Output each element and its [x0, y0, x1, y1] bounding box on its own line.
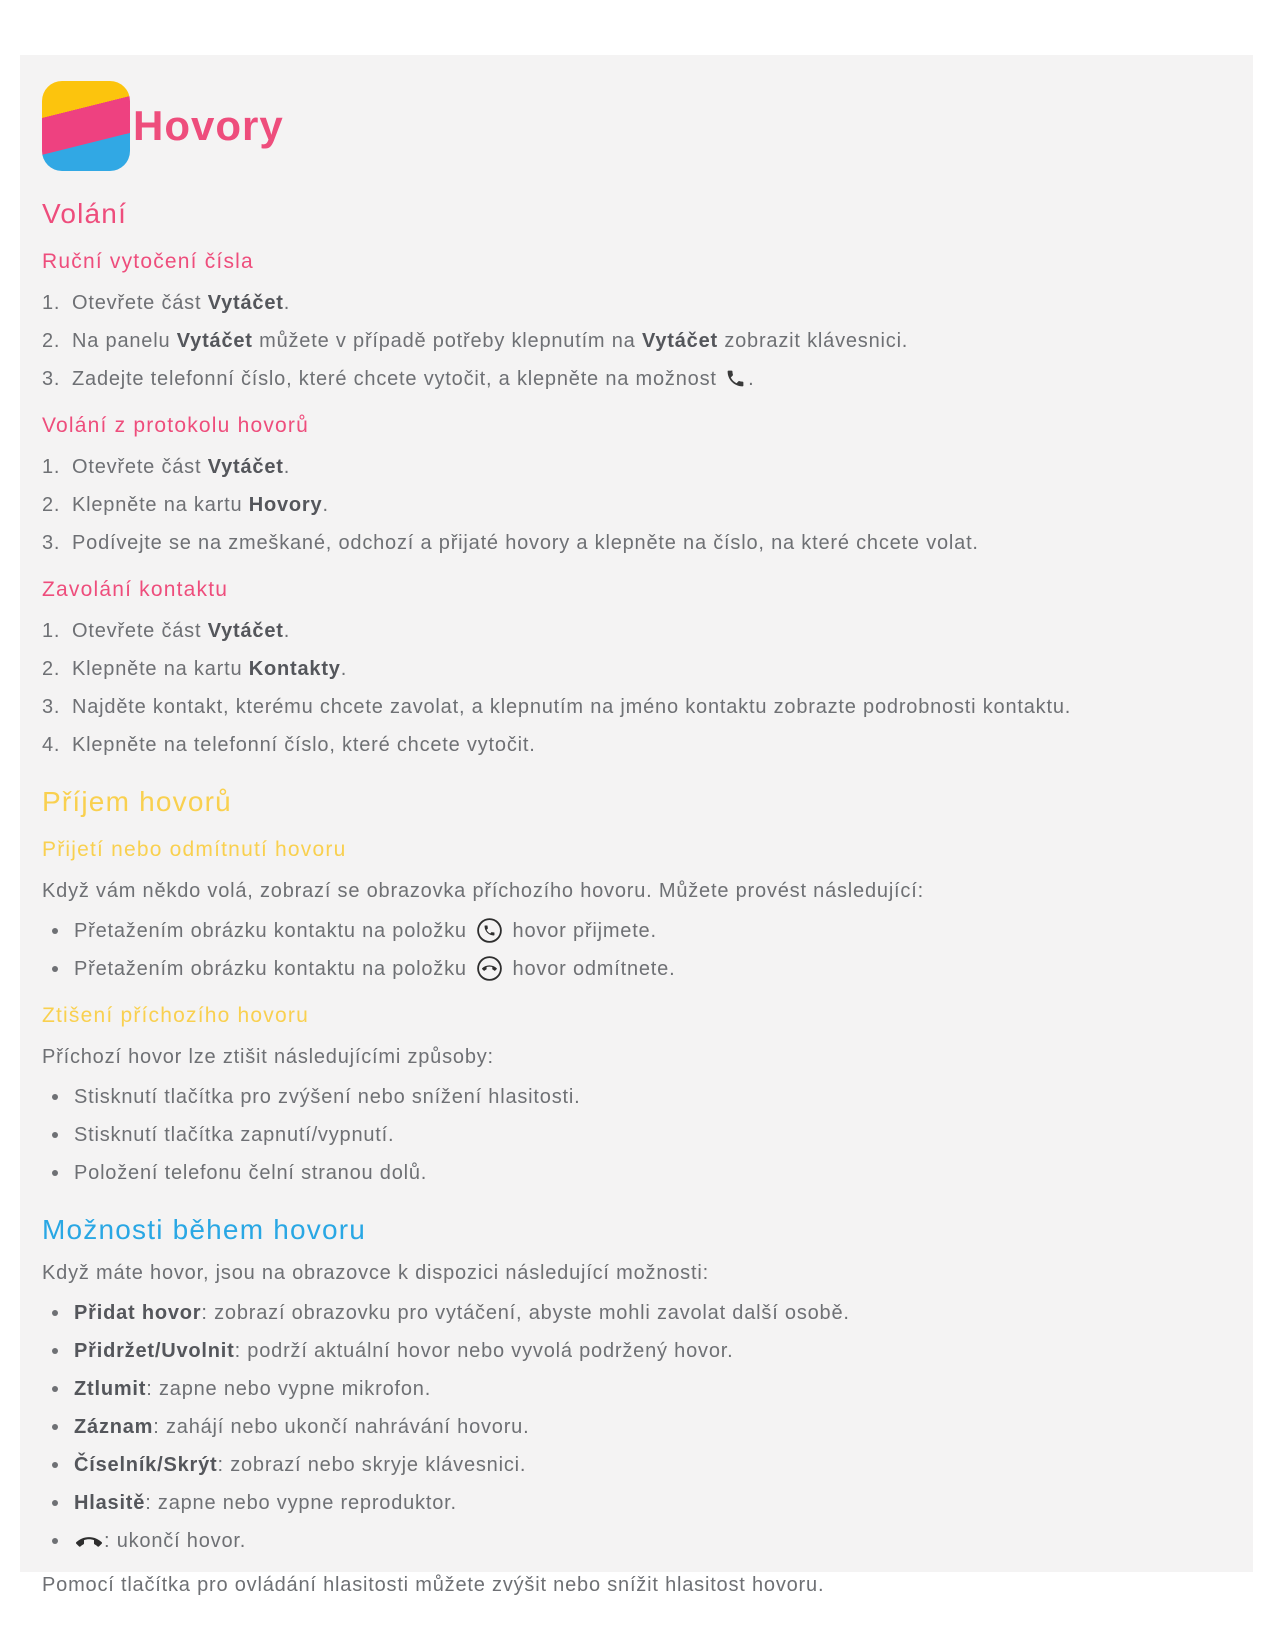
list-item — [42, 616, 1213, 646]
step-text — [72, 288, 290, 318]
text-segment: Klepněte na kartu — [72, 658, 249, 680]
paragraph: Příchozí hovor lze ztišit následujícími způsoby: — [42, 1046, 494, 1068]
bold-term: Vytáčet — [207, 292, 284, 314]
bullet-marker — [52, 928, 58, 934]
list-item — [42, 1082, 1213, 1112]
bullet-marker — [52, 1462, 58, 1468]
list-item — [42, 490, 1213, 520]
section-heading-calling: Volání — [42, 198, 128, 229]
bullet-text — [74, 1336, 733, 1366]
section-heading-in-call: Možnosti během hovoru — [42, 1214, 367, 1245]
list-item — [42, 364, 1213, 394]
text-segment: Podívejte se na zmeškané, odchozí a přijaté hovory a klepněte na číslo, na které chcete volat. — [72, 532, 979, 554]
bold-term: Vytáčet — [207, 620, 284, 642]
bold-term: Hlasitě — [74, 1492, 146, 1514]
step-number: 3. — [42, 532, 61, 554]
text-segment: : podrží aktuální hovor nebo vyvolá podržený hovor. — [234, 1340, 734, 1362]
bold-term: Kontakty — [248, 658, 341, 680]
text-segment: . — [748, 368, 755, 390]
bullet-text — [74, 954, 675, 984]
paragraph: Když máte hovor, jsou na obrazovce k dispozici následující možnosti: — [42, 1262, 709, 1284]
answer-call-icon — [476, 917, 503, 944]
text-segment: Otevřete část — [72, 620, 208, 642]
step-number: 3. — [42, 696, 61, 718]
step-text — [72, 616, 290, 646]
bold-term: Vytáčet — [641, 330, 718, 352]
bullet-marker — [52, 1348, 58, 1354]
text-segment: Přetažením obrázku kontaktu na položku — [74, 958, 474, 980]
subheading-manual-dial: Ruční vytočení čísla — [42, 250, 254, 273]
bold-term: Přidržet/Uvolnit — [74, 1340, 235, 1362]
subheading-call-log: Volání z protokolu hovorů — [42, 414, 309, 437]
step-number: 2. — [42, 330, 61, 352]
list-item — [42, 1120, 1213, 1150]
text-segment: Najděte kontakt, kterému chcete zavolat, a klepnutím na jméno kontaktu zobrazte podrobnosti kontaktu. — [72, 696, 1072, 718]
step-number: 2. — [42, 494, 61, 516]
bullet-marker — [52, 966, 58, 972]
bold-term: Vytáčet — [176, 330, 253, 352]
step-number: 4. — [42, 734, 61, 756]
list-item — [42, 1412, 1213, 1442]
section-heading-receiving: Příjem hovorů — [42, 786, 232, 817]
header — [42, 80, 1213, 172]
bold-term: Hovory — [248, 494, 323, 516]
bullet-marker — [52, 1500, 58, 1506]
step-text — [72, 654, 347, 684]
page-title: Hovory — [133, 102, 284, 149]
step-text — [72, 452, 290, 482]
bullet-marker — [52, 1170, 58, 1176]
step-text — [72, 528, 979, 558]
bold-term: Ztlumit — [74, 1378, 147, 1400]
bold-term: Vytáčet — [207, 456, 284, 478]
phone-receiver-icon — [725, 368, 746, 389]
paragraph: Když vám někdo volá, zobrazí se obrazovka příchozího hovoru. Můžete provést následující: — [42, 880, 924, 902]
step-text — [72, 326, 908, 356]
decline-call-icon — [476, 955, 503, 982]
text-segment: : ukončí hovor. — [104, 1530, 247, 1552]
text-segment: můžete v případě potřeby klepnutím na — [252, 330, 642, 352]
bullet-text — [74, 916, 657, 946]
bullet-marker — [52, 1310, 58, 1316]
content-panel — [20, 55, 1253, 1596]
manual-dial-steps — [42, 288, 1213, 394]
text-segment: : zahájí nebo ukončí nahrávání hovoru. — [153, 1416, 530, 1438]
list-item — [42, 654, 1213, 684]
text-segment: : zobrazí nebo skryje klávesnici. — [217, 1454, 527, 1476]
text-segment: . — [283, 456, 291, 478]
text-segment: Zadejte telefonní číslo, které chcete vytočit, a klepněte na možnost — [72, 368, 724, 390]
list-item — [42, 730, 1213, 760]
accept-reject-bullets — [42, 916, 1213, 984]
list-item — [42, 1158, 1213, 1188]
call-log-steps — [42, 452, 1213, 558]
paragraph: Pomocí tlačítka pro ovládání hlasitosti můžete zvýšit nebo snížit hlasitost hovoru. — [42, 1574, 825, 1596]
list-item — [42, 452, 1213, 482]
text-segment: : zapne nebo vypne mikrofon. — [146, 1378, 432, 1400]
bullet-marker — [52, 1094, 58, 1100]
text-segment: Otevřete část — [72, 456, 208, 478]
step-text — [72, 692, 1071, 722]
in-call-options — [42, 1298, 1213, 1556]
text-segment: . — [283, 292, 291, 314]
bullet-text: Položení telefonu čelní stranou dolů. — [74, 1162, 428, 1184]
bold-term: Číselník/Skrýt — [74, 1454, 218, 1476]
list-item — [42, 326, 1213, 356]
list-item — [42, 692, 1213, 722]
text-segment: Klepněte na kartu — [72, 494, 249, 516]
step-number: 3. — [42, 368, 61, 390]
text-segment: zobrazit klávesnici. — [717, 330, 909, 352]
text-segment: . — [322, 494, 329, 516]
list-item — [42, 1298, 1213, 1328]
bullet-marker — [52, 1386, 58, 1392]
text-segment: hovor odmítnete. — [506, 958, 676, 980]
step-number: 1. — [42, 292, 61, 314]
text-segment: . — [340, 658, 348, 680]
text-segment: Na panelu — [72, 330, 177, 352]
list-item — [42, 954, 1213, 984]
bullet-marker — [52, 1132, 58, 1138]
text-segment: Otevřete část — [72, 292, 208, 314]
bullet-text — [74, 1374, 431, 1404]
bold-term: Záznam — [74, 1416, 154, 1438]
text-segment: Klepněte na telefonní číslo, které chcete vytočit. — [72, 734, 536, 756]
text-segment: : zapne nebo vypne reproduktor. — [145, 1492, 457, 1514]
bullet-text — [74, 1488, 457, 1518]
list-item — [42, 916, 1213, 946]
bullet-text — [74, 1298, 850, 1328]
bullet-text — [74, 1412, 529, 1442]
calls-app-icon — [42, 81, 130, 171]
text-segment: : zobrazí obrazovku pro vytáčení, abyste mohli zavolat další osobě. — [201, 1302, 850, 1324]
subheading-accept-reject: Přijetí nebo odmítnutí hovoru — [42, 838, 347, 861]
bullet-text: Stisknutí tlačítka zapnutí/vypnutí. — [74, 1124, 395, 1146]
list-item — [42, 528, 1213, 558]
list-item — [42, 1336, 1213, 1366]
mute-bullets — [42, 1082, 1213, 1188]
step-number: 1. — [42, 456, 61, 478]
bullet-text: Stisknutí tlačítka pro zvýšení nebo snížení hlasitosti. — [74, 1086, 581, 1108]
subheading-mute-call: Ztišení příchozího hovoru — [42, 1004, 309, 1027]
subheading-call-contact: Zavolání kontaktu — [42, 578, 229, 601]
list-item — [42, 1450, 1213, 1480]
text-segment: Přetažením obrázku kontaktu na položku — [74, 920, 474, 942]
call-contact-steps — [42, 616, 1213, 760]
list-item — [42, 1488, 1213, 1518]
bullet-text — [74, 1526, 246, 1556]
list-item — [42, 1526, 1213, 1556]
step-text — [72, 730, 536, 760]
text-segment: . — [283, 620, 291, 642]
bullet-text — [74, 1450, 526, 1480]
step-text — [72, 364, 754, 394]
step-text — [72, 490, 329, 520]
bullet-marker — [52, 1538, 58, 1544]
text-segment: hovor přijmete. — [506, 920, 657, 942]
step-number: 1. — [42, 620, 61, 642]
list-item — [42, 1374, 1213, 1404]
bold-term: Přidat hovor — [74, 1302, 202, 1324]
list-item — [42, 288, 1213, 318]
step-number: 2. — [42, 658, 61, 680]
bullet-marker — [52, 1424, 58, 1430]
end-call-icon — [76, 1536, 102, 1548]
